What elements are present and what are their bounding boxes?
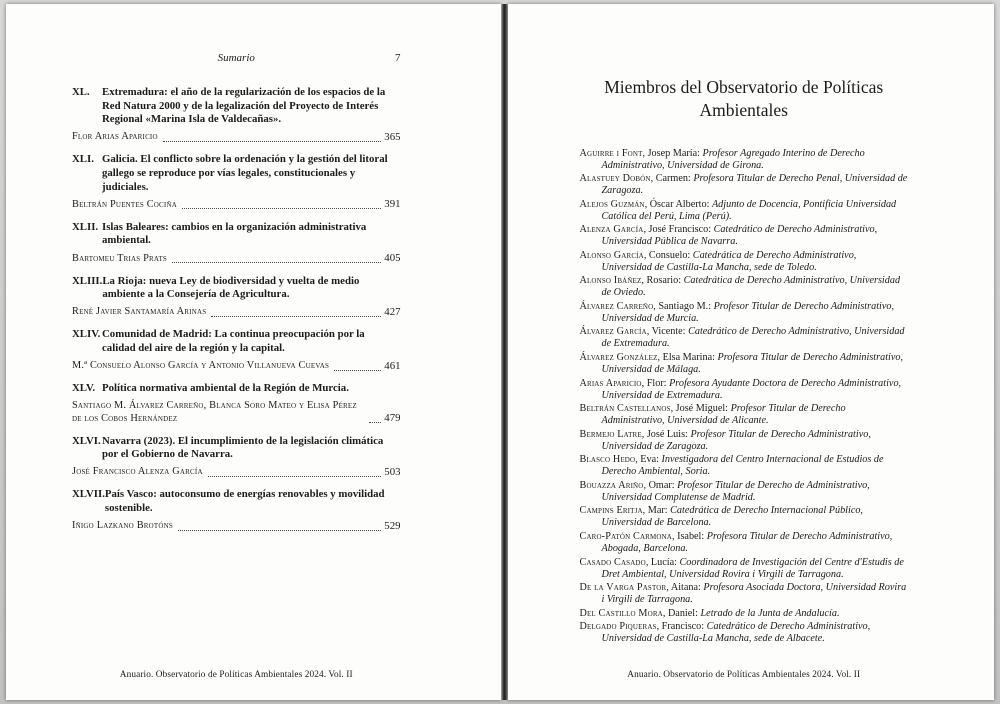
toc-entry (72, 221, 401, 266)
member-surname: De la Varga Pastor (579, 582, 667, 594)
member-description: Coordinadora de Investigación del Centre d'Estudis de Dret Ambiental, Universidad Rovira i Virgili de Tarragona. (601, 556, 904, 580)
member-entry (580, 148, 909, 172)
member-surname: Álvarez González (579, 352, 658, 363)
toc-entry-authors: José Francisco Alenza García (72, 466, 203, 478)
toc-entry-author-row (72, 400, 401, 426)
dotted-leader (208, 476, 382, 477)
member-entry (580, 531, 909, 555)
member-given-name: , Flor: (641, 377, 670, 389)
toc-entry (72, 382, 401, 426)
member-entry (580, 250, 909, 274)
member-surname: Álvarez Carreño (579, 300, 654, 312)
members-list (580, 148, 909, 647)
member-description: Profesor Titular de Derecho de Administrativo, Universidad Complutense de Madrid. (601, 479, 870, 503)
member-entry (580, 505, 909, 529)
dotted-leader (211, 316, 381, 317)
dotted-leader (172, 262, 381, 263)
member-surname: Alonso Ibáñez (579, 275, 642, 287)
member-entry (580, 454, 909, 478)
right-page (508, 4, 995, 700)
member-entry (580, 224, 909, 248)
running-head-title: Sumario (217, 52, 255, 64)
member-surname: Alonso García (579, 249, 644, 261)
member-entry (580, 352, 909, 376)
member-description: Profesor Titular de Derecho Administrativo, Universidad de Murcia. (601, 300, 895, 324)
page-number: 7 (395, 52, 401, 64)
member-surname: Aguirre i Font (579, 147, 643, 159)
member-entry (580, 199, 909, 223)
member-given-name: , Francisco: (656, 621, 707, 633)
member-description: Catedrática de Derecho Internacional Público, Universidad de Barcelona. (601, 505, 863, 529)
member-given-name: , Omar: (643, 479, 678, 491)
left-page-footer: Anuario. Observatorio de Políticas Ambientales 2024. Vol. II (119, 670, 353, 680)
member-entry (580, 326, 909, 350)
members-title: Miembros del Observatorio de Políticas Ambientales (604, 77, 884, 120)
member-given-name: , José Luis: (641, 428, 691, 440)
member-given-name: , José Francisco: (643, 224, 714, 236)
member-description: Profesora Ayudante Doctora de Derecho Administrativo, Universidad de Extremadura. (601, 377, 902, 401)
member-description: Catedrático de Derecho Administrativo, Universidad Pública de Navarra. (601, 224, 878, 248)
member-surname: Beltrán Castellanos (579, 403, 671, 415)
member-surname: Álvarez García (579, 326, 647, 338)
member-description: Profesor Titular de Derecho Administrativo, Universidad de Alicante. (601, 403, 846, 427)
member-given-name: , Daniel: (662, 607, 701, 619)
member-entry (580, 378, 909, 402)
toc-entry-page-number: 503 (384, 465, 401, 478)
member-description: Profesora Asociada Doctora, Universidad Rovira i Virgili de Tarragona. (601, 582, 907, 606)
toc-entry-author-row (72, 520, 401, 534)
member-given-name: , Óscar Alberto: (644, 198, 712, 210)
member-given-name: , Rosario: (641, 275, 684, 287)
member-given-name: , Aitana: (666, 582, 704, 594)
toc-entry-title-row (72, 86, 401, 127)
left-page (6, 4, 501, 700)
toc-entry-title-row (72, 435, 401, 462)
toc-list (72, 86, 401, 542)
toc-entry-authors: René Javier Santamaría Arinas (72, 306, 207, 318)
member-given-name: , Vicente: (646, 326, 689, 338)
dotted-leader (163, 141, 382, 142)
member-surname: Casado Casado (579, 556, 646, 568)
toc-entry (72, 86, 401, 144)
member-description: Profesora Titular de Derecho Penal, Universidad de Zaragoza. (601, 173, 908, 197)
toc-entry-page-number: 427 (384, 305, 401, 318)
member-entry (580, 429, 909, 453)
toc-entry-numeral: XLVI. (72, 434, 101, 447)
member-given-name: , José Miguel: (670, 403, 731, 415)
member-entry (580, 301, 909, 325)
toc-entry-numeral: XLIV. (72, 328, 101, 341)
member-surname: Caro-Patón Carmona (579, 530, 672, 542)
toc-entry-numeral: XLII. (72, 220, 99, 233)
toc-entry-author-row (72, 131, 401, 145)
member-description: Adjunto de Docencia, Pontificia Universidad Católica del Perú, Lima (Perú). (601, 198, 897, 222)
member-surname: Bermejo Latre (579, 428, 642, 440)
member-given-name: , Santiago M.: (653, 300, 714, 312)
member-surname: Alejos Guzmán (579, 198, 645, 210)
member-entry (580, 403, 909, 427)
member-given-name: , Eva: (635, 454, 662, 466)
member-surname: Bouazza Ariño (579, 479, 644, 491)
member-given-name: , Elsa Marina: (657, 352, 718, 363)
toc-entry-author-row (72, 360, 401, 374)
toc-entry-title: Galicia. El conflicto sobre la ordenación y la gestión del litoral gallego se reproduce por vías legales, constitucionales y judiciales. (102, 153, 388, 193)
toc-entry-authors: Santiago M. Álvarez Carreño, Blanca Soro Mateo y Elisa Pérez de los Cobos Hernández (72, 399, 357, 424)
member-given-name: , Carmen: (650, 173, 694, 185)
member-surname: Campins Eritja (579, 505, 643, 517)
member-surname: Delgado Piqueras (579, 621, 657, 633)
toc-entry-numeral: XLIII. (72, 274, 103, 287)
member-description: Catedrático de Derecho Administrativo, Universidad de Extremadura. (601, 326, 905, 350)
toc-entry-author-row (72, 252, 401, 266)
member-description: Letrado de la Junta de Andalucía. (700, 607, 840, 619)
member-description: Catedrático de Derecho Administrativo, Universidad de Castilla-La Mancha, sede de Albacete. (601, 621, 871, 645)
toc-entry-numeral: XLVII. (72, 488, 105, 501)
toc-entry-title-row (72, 221, 401, 248)
toc-entry-authors: Flor Arias Aparicio (72, 131, 158, 143)
toc-entry-author-row (72, 198, 401, 212)
member-given-name: , Isabel: (671, 530, 707, 542)
right-page-footer: Anuario. Observatorio de Políticas Ambientales 2024. Vol. II (627, 670, 861, 680)
toc-entry-page-number: 461 (384, 359, 401, 372)
toc-entry-page-number: 405 (384, 251, 401, 264)
toc-entry-authors: M.ª Consuelo Alonso García y Antonio Villanueva Cuevas (72, 360, 330, 372)
toc-entry-authors: Iñigo Lazkano Brotóns (72, 520, 173, 532)
toc-entry-title: Extremadura: el año de la regularización de los espacios de la Red Natura 2000 y de la legalización del Proyecto de Interés Regional «Marina Isla de Valdecañas». (102, 86, 386, 126)
toc-entry-page-number: 529 (384, 519, 401, 532)
toc-entry-title: Islas Baleares: cambios en la organización administrativa ambiental. (102, 220, 367, 247)
member-entry (580, 173, 909, 197)
toc-entry-title: País Vasco: autoconsumo de energías renovables y movilidad sostenible. (104, 488, 385, 514)
toc-entry-title-row (72, 382, 401, 396)
toc-entry-numeral: XL. (72, 86, 90, 98)
toc-entry-authors: Bartomeu Trias Prats (72, 252, 167, 264)
toc-entry-title: Política normativa ambiental de la Región de Murcia. (102, 382, 349, 395)
member-given-name: , Lucía: (645, 556, 680, 568)
toc-entry-authors: Beltrán Puentes Cociña (72, 198, 177, 210)
toc-entry-title: La Rioja: nueva Ley de biodiversidad y vuelta de medio ambiente a la Consejería de Agricultura. (102, 274, 360, 301)
member-description: Catedrática de Derecho Administrativo, Universidad de Castilla-La Mancha, sede de Toledo. (601, 249, 857, 273)
toc-entry-title-row (72, 328, 401, 355)
member-surname: Arias Aparicio (579, 377, 642, 389)
member-surname: Alenza García (579, 224, 644, 236)
member-given-name: , Mar: (642, 505, 671, 517)
member-surname: Del Castillo Mora (579, 607, 663, 619)
toc-entry (72, 488, 401, 533)
toc-entry-page-number: 365 (384, 130, 401, 143)
toc-entry-author-row (72, 466, 401, 480)
member-entry (580, 608, 909, 620)
member-description: Investigadora del Centro Internacional de Estudios de Derecho Ambiental, Soria. (601, 454, 884, 478)
member-entry (580, 621, 909, 645)
member-entry (580, 275, 909, 299)
toc-entry-page-number: 391 (384, 198, 401, 211)
member-description: Profesor Titular de Derecho Administrativo, Universidad de Zaragoza. (601, 428, 871, 452)
member-entry (580, 582, 909, 606)
member-entry (580, 557, 909, 581)
dotted-leader (334, 370, 381, 371)
toc-entry (72, 275, 401, 320)
toc-entry-title-row (72, 275, 401, 302)
toc-entry-author-row (72, 306, 401, 320)
toc-entry-page-number: 479 (384, 412, 401, 425)
toc-entry (72, 328, 401, 373)
dotted-leader (182, 208, 381, 209)
page-gutter-divider (501, 4, 508, 700)
member-description: Catedrática de Derecho Administrativo, Universidad de Oviedo. (601, 275, 901, 299)
member-given-name: , Josep María: (642, 147, 703, 159)
dotted-leader (178, 530, 381, 531)
member-description: Profesora Titular de Derecho Administrativo, Abogada, Barcelona. (601, 530, 893, 554)
member-surname: Alastuey Dobón (579, 173, 651, 185)
member-given-name: , Consuelo: (643, 249, 693, 261)
toc-entry-title: Navarra (2023). El incumplimiento de la legislación climática por el Gobierno de Navarra. (102, 434, 384, 461)
toc-entry (72, 435, 401, 480)
toc-entry-title-row (72, 153, 401, 194)
toc-entry-numeral: XLI. (72, 153, 94, 166)
toc-entry-title-row (72, 488, 401, 515)
member-surname: Blasco Hedo (579, 454, 636, 466)
toc-entry-numeral: XLV. (72, 382, 96, 395)
dotted-leader (369, 422, 381, 423)
toc-entry-title: Comunidad de Madrid: La continua preocupación por la calidad del aire de la región y la capital. (102, 328, 365, 354)
running-header (72, 52, 401, 64)
member-entry (580, 480, 909, 504)
member-description: Profesor Agregado Interino de Derecho Administrativo, Universidad de Girona. (601, 147, 865, 171)
member-description: Profesora Titular de Derecho Administrativo, Universidad de Málaga. (601, 352, 904, 376)
toc-entry (72, 153, 401, 211)
